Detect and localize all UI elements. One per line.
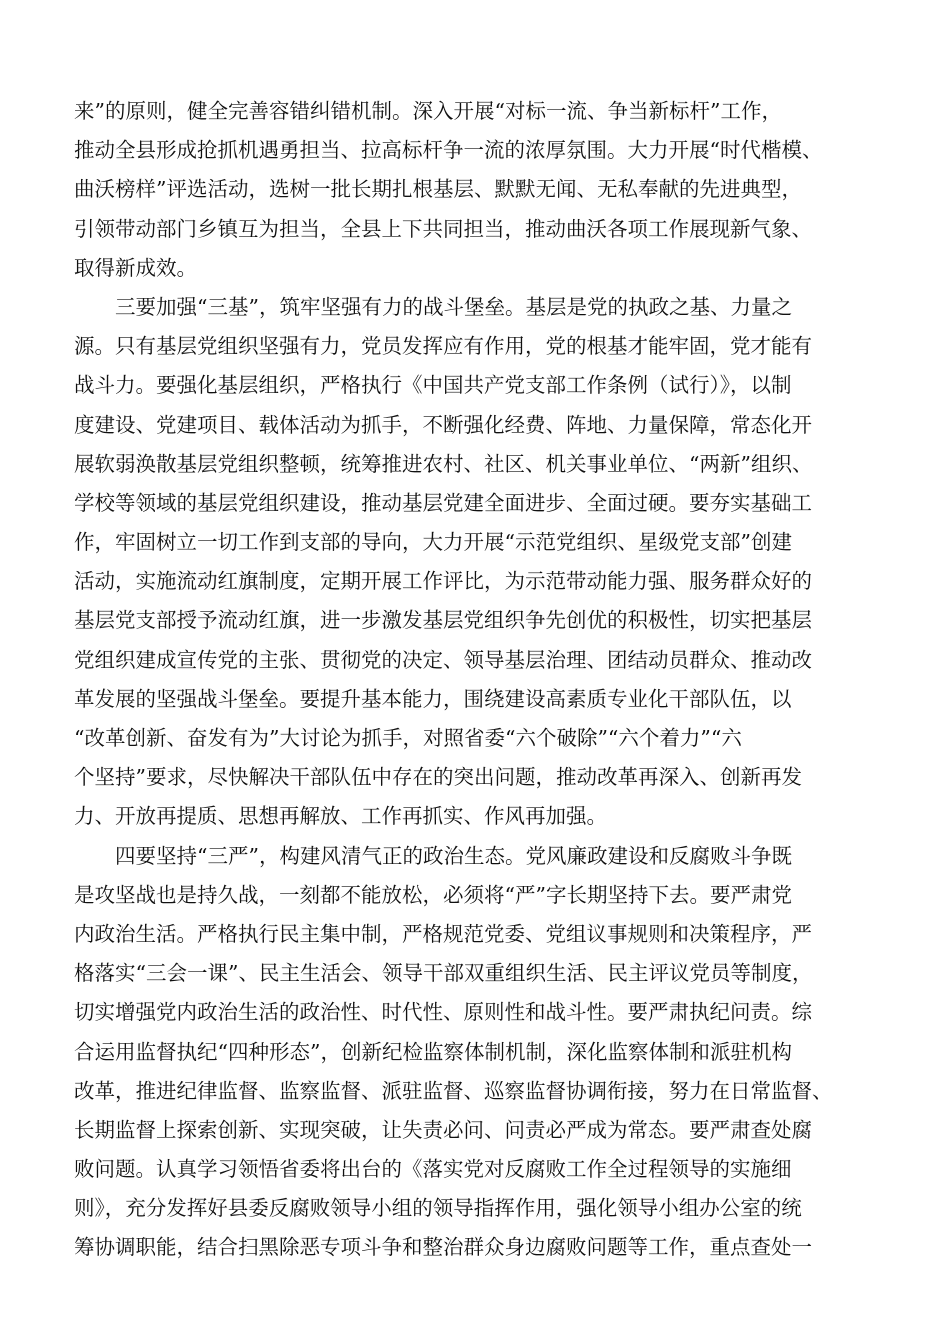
paragraph-start-line: 四要坚持“三严”，构建风清气正的政治生态。党风廉政建设和反腐败斗争既 [115,843,792,868]
text-line: 则》，充分发挥好县委反腐败领导小组的领导指挥作用，强化领导小组办公室的统 [74,1196,802,1221]
text-line: 合运用监督执纪“四种形态”，创新纪检监察体制机制，深化监察体制和派驻机构 [74,1039,792,1064]
text-line: 度建设、党建项目、载体活动为抓手，不断强化经费、阵地、力量保障，常态化开 [74,412,812,437]
text-line: 改革，推进纪律监督、监察监督、派驻监督、巡察监督协调衔接，努力在日常监督、 [74,1078,833,1103]
text-line: 活动，实施流动红旗制度，定期开展工作评比，为示范带动能力强、服务群众好的 [74,569,812,594]
text-line: 引领带动部门乡镇互为担当，全县上下共同担当，推动曲沃各项工作展现新气象、 [74,216,812,241]
text-line: 切实增强党内政治生活的政治性、时代性、原则性和战斗性。要严肃执纪问责。综 [74,1000,812,1025]
text-line: 个坚持”要求，尽快解决干部队伍中存在的突出问题，推动改革再深入、创新再发 [74,765,802,790]
text-line: 格落实“三会一课”、民主生活会、领导干部双重组织生活、民主评议党员等制度， [74,961,813,986]
text-line: 战斗力。要强化基层组织，严格执行《中国共产党支部工作条例（试行）》，以制 [74,373,792,398]
text-line: 败问题。认真学习领悟省委将出台的《落实党对反腐败工作全过程领导的实施细 [74,1157,792,1182]
text-line: 作，牢固树立一切工作到支部的导向，大力开展“示范党组织、星级党支部”创建 [74,530,792,555]
text-line: 源。只有基层党组织坚强有力，党员发挥应有作用，党的根基才能牢固，党才能有 [74,334,812,359]
text-line: 党组织建成宣传党的主张、贯彻党的决定、领导基层治理、团结动员群众、推动改 [74,647,812,672]
body-text [74,92,886,1268]
text-line: 学校等领域的基层党组织建设，推动基层党建全面进步、全面过硬。要夯实基础工 [74,490,812,515]
text-line: 来”的原则，健全完善容错纠错机制。深入开展“对标一流、争当新标杆”工作， [74,99,782,123]
text-line: 曲沃榜样”评选活动，选树一批长期扎根基层、默默无闻、无私奉献的先进典型， [74,177,802,202]
text-line: 革发展的坚强战斗堡垒。要提升基本能力，围绕建设高素质专业化干部队伍，以 [74,686,792,711]
text-line: 是攻坚战也是持久战，一刻都不能放松，必须将“严”字长期坚持下去。要严肃党 [74,882,792,907]
text-line: 展软弱涣散基层党组织整顿，统筹推进农村、社区、机关事业单位、“两新”组织、 [74,451,813,476]
text-line: 筹协调职能，结合扫黑除恶专项斗争和整治群众身边腐败问题等工作，重点查处一 [74,1235,812,1260]
text-line: 内政治生活。严格执行民主集中制，严格规范党委、党组议事规则和决策程序，严 [74,921,812,946]
text-line: 长期监督上探索创新、实现突破，让失责必问、问责必严成为常态。要严肃查处腐 [74,1117,812,1142]
text-line: “改革创新、奋发有为”大讨论为抓手，对照省委“六个破除”“六个着力”“六 [74,726,742,750]
text-line: 基层党支部授予流动红旗，进一步激发基层党组织争先创优的积极性，切实把基层 [74,608,812,633]
paragraph-start-line: 三要加强“三基”，筑牢坚强有力的战斗堡垒。基层是党的执政之基、力量之 [115,294,792,319]
text-line: 取得新成效。 [74,255,197,280]
text-line: 推动全县形成抢抓机遇勇担当、拉高标杆争一流的浓厚氛围。大力开展“时代楷模、 [74,138,823,163]
text-line: 力、开放再提质、思想再解放、工作再抓实、作风再加强。 [74,804,607,829]
